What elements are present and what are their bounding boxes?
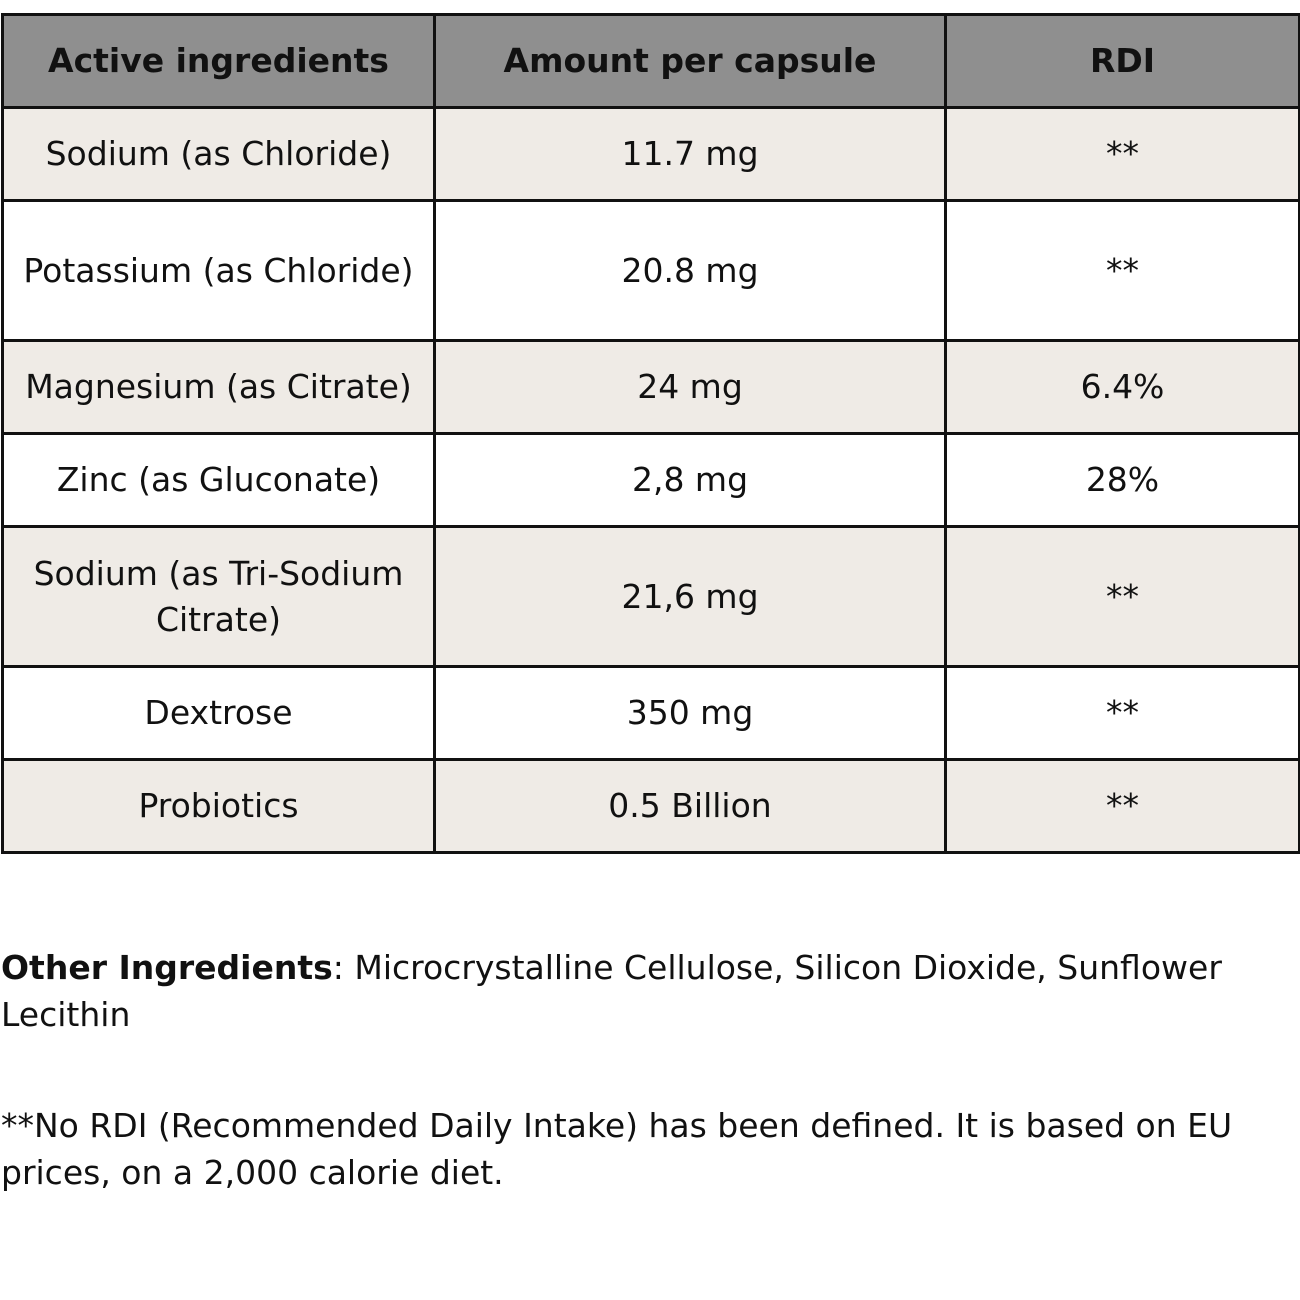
table-row	[3, 201, 1300, 341]
rdi-cell: 6.4%	[946, 341, 1300, 434]
rdi-cell: **	[946, 108, 1300, 201]
rdi-cell: **	[946, 527, 1300, 667]
table-header-row	[3, 15, 1300, 108]
header-amount-per-capsule: Amount per capsule	[435, 15, 946, 108]
ingredient-cell: Probiotics	[3, 760, 435, 853]
table-row	[3, 108, 1300, 201]
other-ingredients-note	[1, 944, 1291, 1038]
amount-cell: 20.8 mg	[435, 201, 946, 341]
rdi-cell: **	[946, 667, 1300, 760]
ingredient-cell: Magnesium (as Citrate)	[3, 341, 435, 434]
amount-cell: 2,8 mg	[435, 434, 946, 527]
ingredient-cell: Potassium (as Chloride)	[3, 201, 435, 341]
table-row	[3, 434, 1300, 527]
rdi-cell: 28%	[946, 434, 1300, 527]
rdi-cell: **	[946, 201, 1300, 341]
ingredient-cell: Sodium (as Chloride)	[3, 108, 435, 201]
amount-cell: 24 mg	[435, 341, 946, 434]
amount-cell: 11.7 mg	[435, 108, 946, 201]
amount-cell: 0.5 Billion	[435, 760, 946, 853]
ingredient-cell: Zinc (as Gluconate)	[3, 434, 435, 527]
header-rdi: RDI	[946, 15, 1300, 108]
ingredient-cell: Sodium (as Tri-Sodium Citrate)	[3, 527, 435, 667]
rdi-cell: **	[946, 760, 1300, 853]
other-ingredients-text: : Microcrystalline Cellulose, Silicon Dioxide, Sunflower Lecithin	[1, 948, 1222, 1034]
table-row	[3, 667, 1300, 760]
rdi-footnote: **No RDI (Recommended Daily Intake) has been defined. It is based on EU prices, on a 2,000 calorie diet.	[1, 1106, 1233, 1192]
table-row	[3, 760, 1300, 853]
header-active-ingredients: Active ingredients	[3, 15, 435, 108]
ingredient-cell: Dextrose	[3, 667, 435, 760]
table-row	[3, 527, 1300, 667]
amount-cell: 350 mg	[435, 667, 946, 760]
table-row	[3, 341, 1300, 434]
other-ingredients-label: Other Ingredients	[1, 948, 333, 987]
supplement-facts-table	[1, 13, 1300, 854]
amount-cell: 21,6 mg	[435, 527, 946, 667]
